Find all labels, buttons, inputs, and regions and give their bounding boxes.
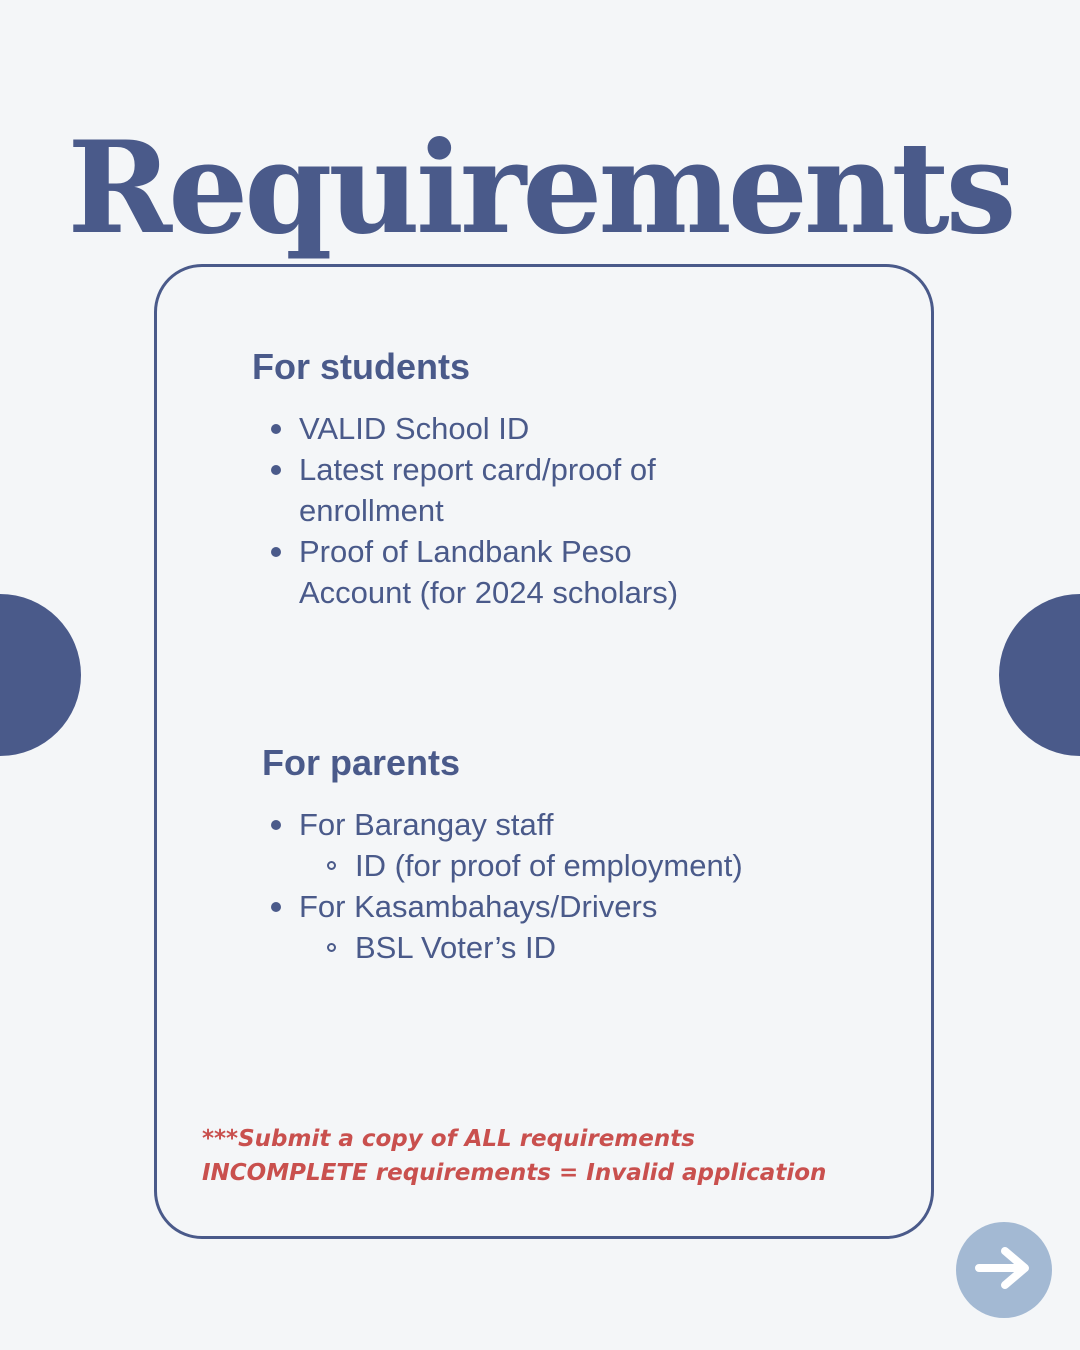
left-decor-circle	[0, 594, 81, 756]
bullet-dot	[271, 465, 281, 475]
parents-heading: For parents	[262, 742, 461, 783]
sub-bullet-circle	[327, 943, 336, 952]
right-decor-circle	[999, 594, 1080, 756]
page-title: Requirements	[67, 114, 1013, 262]
list-item: VALID School ID	[299, 411, 530, 446]
arrow-right-icon	[973, 1243, 1035, 1298]
list-item-continuation: Account (for 2024 scholars)	[299, 575, 679, 610]
list-item: Proof of Landbank Peso	[299, 534, 632, 569]
bullet-dot	[271, 902, 281, 912]
list-item: For Kasambahays/Drivers	[299, 889, 658, 924]
submit-note: ***Submit a copy of ALL requirements	[202, 1126, 695, 1152]
sub-list-item: BSL Voter’s ID	[355, 930, 557, 965]
invalid-note: INCOMPLETE requirements = Invalid application	[202, 1160, 827, 1186]
list-item: Latest report card/proof of	[299, 452, 656, 487]
students-heading: For students	[252, 346, 471, 387]
list-item: For Barangay staff	[299, 807, 554, 842]
list-item-continuation: enrollment	[299, 493, 444, 528]
bullet-dot	[271, 547, 281, 557]
sub-list-item: ID (for proof of employment)	[355, 848, 743, 883]
bullet-dot	[271, 820, 281, 830]
sub-bullet-circle	[327, 861, 336, 870]
next-button[interactable]	[956, 1222, 1052, 1318]
bullet-dot	[271, 424, 281, 434]
